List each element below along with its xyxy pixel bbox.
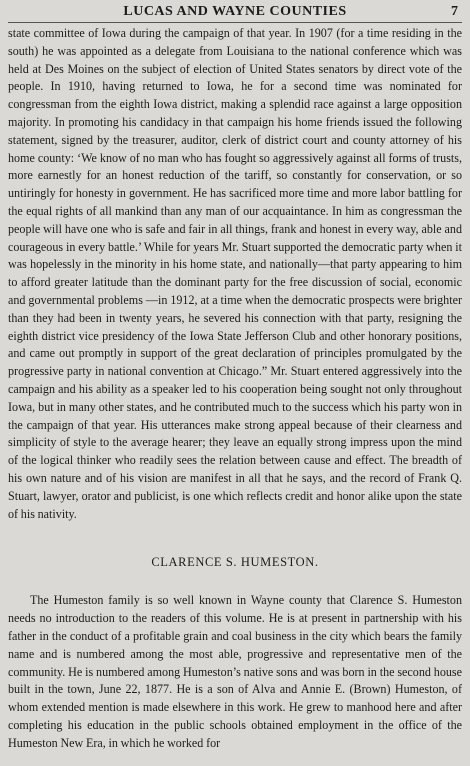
body-paragraph-stuart: state committee of Iowa during the campaign of that year. In 1907 (for a time residing in the south) he was appointed as a delegate from Louisiana to the national conference which was held at Des Moines on the subject of election of United States senators by direct vote of the people. In 1910, having returned to Iowa, he for a second time was nominated for congressman from the eighth Iowa district, making a splendid race against a large opposition majority. In promoting his candidacy in that campaign his home friends issued the following statement, signed by the treasurer, auditor, clerk of district court and county attorney of his home county: ‘We know of no man who has fought so aggressively against all forms of trusts, more earnestly for an honest reduction of the tariff, so constantly for conservation, or so untiringly for honesty in government. He has sacrificed more time and more labor battling for the equal rights of all mankind than any man of our acquaintance. In him as congressman the people will have one who is safe and fair in all things, frank and honest in every way, able and courageous in every battle.’ While for years Mr. Stuart supported the democratic party when it was hopelessly in the minority in his home state, and nationally—that party appearing to him to afford greater latitude than the dominant party for the free discussion of social, economic and governmental problems —in 1912, at a time when the democratic prospects were brighter than they had been in twenty years, he severed his connection with that party, resigning the eighth district vice presidency of the Iowa State Jefferson Club and other honorary positions, and came out promptly in support of the great declaration of principles promulgated by the progressive party in national convention at Chicago.” Mr. Stuart entered aggressively into the campaign and his ability as a speaker led to his cooperation being sought not only throughout Iowa, but in many other states, and he contributed much to the success which his party won in the campaign of that year. His utterances make strong appeal because of their clearness and simplicity of style to the average hearer; they leave an equally strong impress upon the mind of the logical thinker who readily sees the relation between cause and effect. The breadth of his own nature and of his vision are manifest in all that he says, and the record of Frank Q. Stuart, lawyer, orator and publicist, is one which reflects credit and honor alike upon the state of his nativity. xyxy=(8,26,462,521)
running-title: LUCAS AND WAYNE COUNTIES xyxy=(123,4,347,19)
body-paragraph-humeston: The Humeston family is so well known in Wayne county that Clarence S. Humeston needs no introduction to the readers of this volume. He is at present in partnership with his father in the conduct of a profitable grain and coal business in the city which bears the family name and is numbered among the most able, progressive and representative men of the community. He is numbered among Humeston’s native sons and was born in the second house built in the town, June 22, 1877. He is a son of Alva and Annie E. (Brown) Humeston, of whom extended mention is made elsewhere in this work. He grew to manhood here and after completing his education in the public schools obtained employment in the office of the Humeston New Era, in which he worked for xyxy=(8,593,462,750)
page-number: 7 xyxy=(451,4,458,19)
running-header xyxy=(8,2,462,23)
section-heading: CLARENCE S. HUMESTON. xyxy=(151,555,319,570)
